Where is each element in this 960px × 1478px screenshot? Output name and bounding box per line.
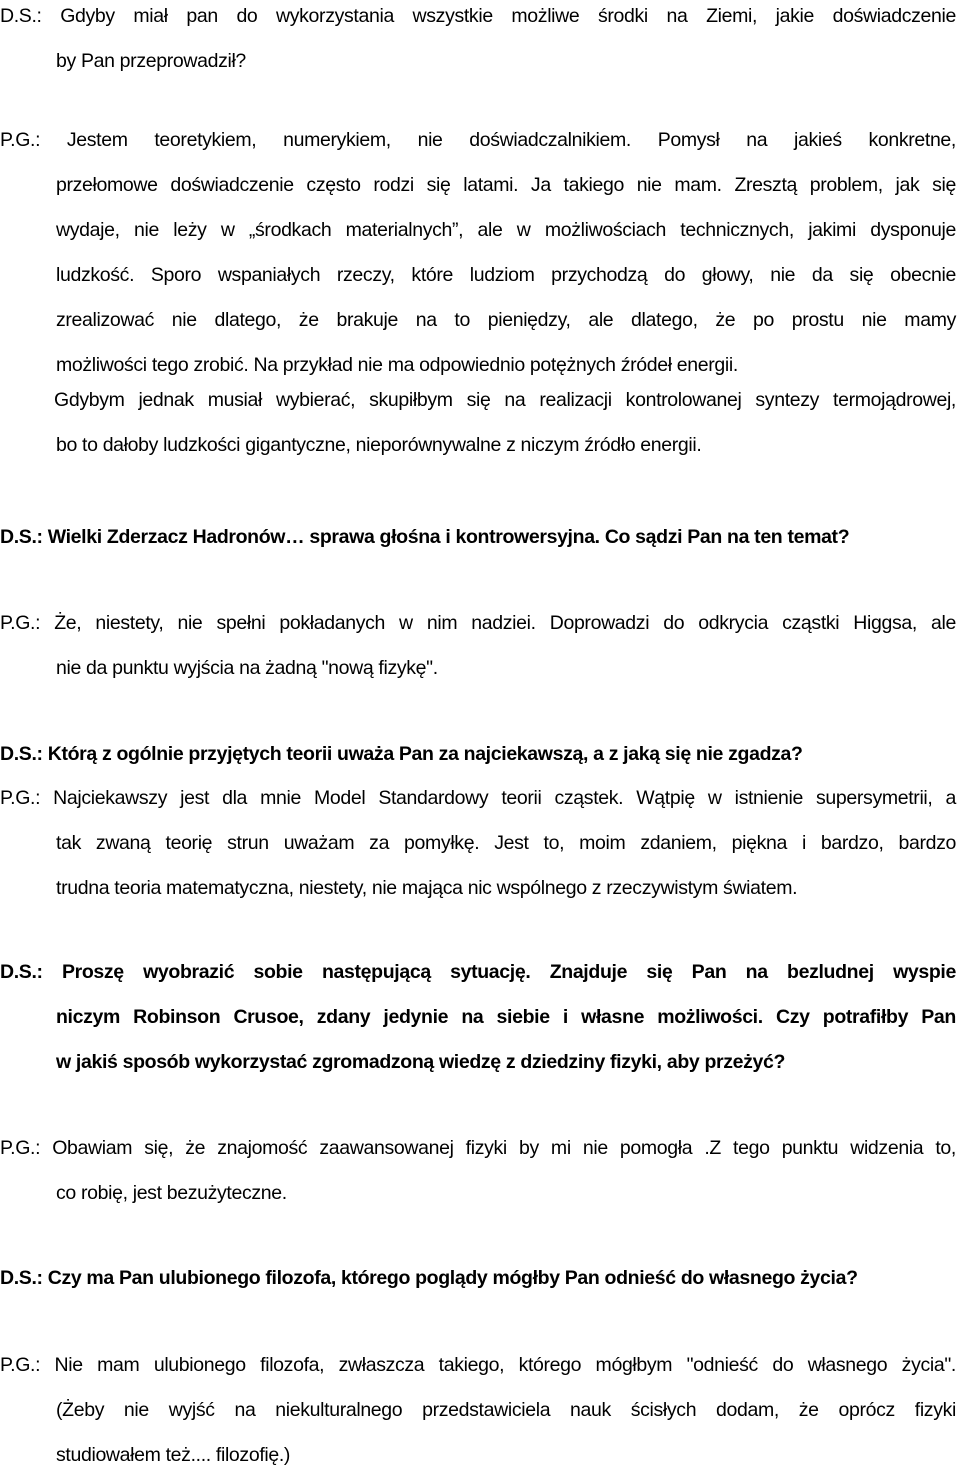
answer-1-line-6: możliwości tego zrobić. Na przykład nie ma odpowiednio potężnych źródeł energii. — [56, 354, 738, 376]
question-5-line-1: D.S.: Czy ma Pan ulubionego filozofa, którego poglądy mógłby Pan odnieść do własnego życia? — [0, 1267, 858, 1289]
question-3 — [0, 732, 956, 777]
question-4 — [0, 950, 956, 1085]
answer-1-continued — [0, 378, 956, 468]
question-4-line-1: D.S.: Proszę wyobrazić sobie następującą sytuację. Znajduje się Pan na bezludnej wyspie — [0, 961, 956, 983]
answer-3 — [0, 776, 956, 911]
answer-1-line-8: bo to dałoby ludzkości gigantyczne, nieporównywalne z niczym źródło energii. — [56, 434, 702, 456]
answer-5-line-2: (Żeby nie wyjść na niekulturalnego przedstawiciela nauk ścisłych dodam, że oprócz fizyki — [56, 1399, 956, 1421]
answer-2 — [0, 601, 956, 691]
question-1 — [0, 0, 956, 84]
answer-1-line-3: wydaje, nie leży w „środkach materialnych”, ale w możliwościach technicznych, jakimi dysponuje — [56, 219, 956, 241]
question-4-line-3: w jakiś sposób wykorzystać zgromadzoną wiedzę z dziedziny fizyki, aby przeżyć? — [56, 1051, 786, 1073]
question-2-line-1: D.S.: Wielki Zderzacz Hadronów… sprawa głośna i kontrowersyjna. Co sądzi Pan na ten temat? — [0, 526, 850, 548]
answer-4 — [0, 1126, 956, 1216]
question-3-line-1: D.S.: Którą z ogólnie przyjętych teorii uważa Pan za najciekawszą, a z jaką się nie zgadza? — [0, 743, 803, 765]
answer-4-line-2: co robię, jest bezużyteczne. — [56, 1182, 287, 1204]
answer-2-line-2: nie da punktu wyjścia na żadną "nową fizykę". — [56, 657, 438, 679]
answer-1-line-1: P.G.: Jestem teoretykiem, numerykiem, nie doświadczalnikiem. Pomysł na jakieś konkretne, — [0, 129, 956, 151]
answer-3-line-3: trudna teoria matematyczna, niestety, nie mająca nic wspólnego z rzeczywistym światem. — [56, 877, 798, 899]
answer-1 — [0, 118, 956, 388]
question-5 — [0, 1256, 956, 1301]
question-4-line-2: niczym Robinson Crusoe, zdany jedynie na siebie i własne możliwości. Czy potrafiłby Pan — [56, 1006, 956, 1028]
answer-1-line-5: zrealizować nie dlatego, że brakuje na to pieniędzy, ale dlatego, że po prostu nie mamy — [56, 309, 956, 331]
answer-3-line-1: P.G.: Najciekawszy jest dla mnie Model Standardowy teorii cząstek. Wątpię w istnienie supersymetrii, a — [0, 787, 956, 809]
question-1-line-1: D.S.: Gdyby miał pan do wykorzystania wszystkie możliwe środki na Ziemi, jakie doświadczenie — [0, 5, 956, 27]
answer-5-line-1: P.G.: Nie mam ulubionego filozofa, zwłaszcza takiego, którego mógłbym "odnieść do własnego życia". — [0, 1354, 956, 1376]
answer-1-line-2: przełomowe doświadczenie często rodzi się latami. Ja takiego nie mam. Zresztą problem, jak się — [56, 174, 956, 196]
answer-1-line-4: ludzkość. Sporo wspaniałych rzeczy, które ludziom przychodzą do głowy, nie da się obecnie — [56, 264, 956, 286]
answer-1-line-7: Gdybym jednak musiał wybierać, skupiłbym się na realizacji kontrolowanej syntezy termojądrowej, — [54, 389, 956, 411]
answer-2-line-1: P.G.: Że, niestety, nie spełni pokładanych w nim nadziei. Doprowadzi do odkrycia cząstki Higgsa, ale — [0, 612, 956, 634]
answer-5 — [0, 1343, 956, 1478]
answer-5-line-3: studiowałem też.... filozofię.) — [56, 1444, 291, 1466]
question-2 — [0, 515, 956, 560]
question-1-line-2: by Pan przeprowadził? — [56, 50, 246, 72]
answer-3-line-2: tak zwaną teorię strun uważam za pomyłkę. Jest to, moim zdaniem, piękna i bardzo, bardzo — [56, 832, 956, 854]
answer-4-line-1: P.G.: Obawiam się, że znajomość zaawansowanej fizyki by mi nie pomogła .Z tego punktu widzenia to, — [0, 1137, 956, 1159]
